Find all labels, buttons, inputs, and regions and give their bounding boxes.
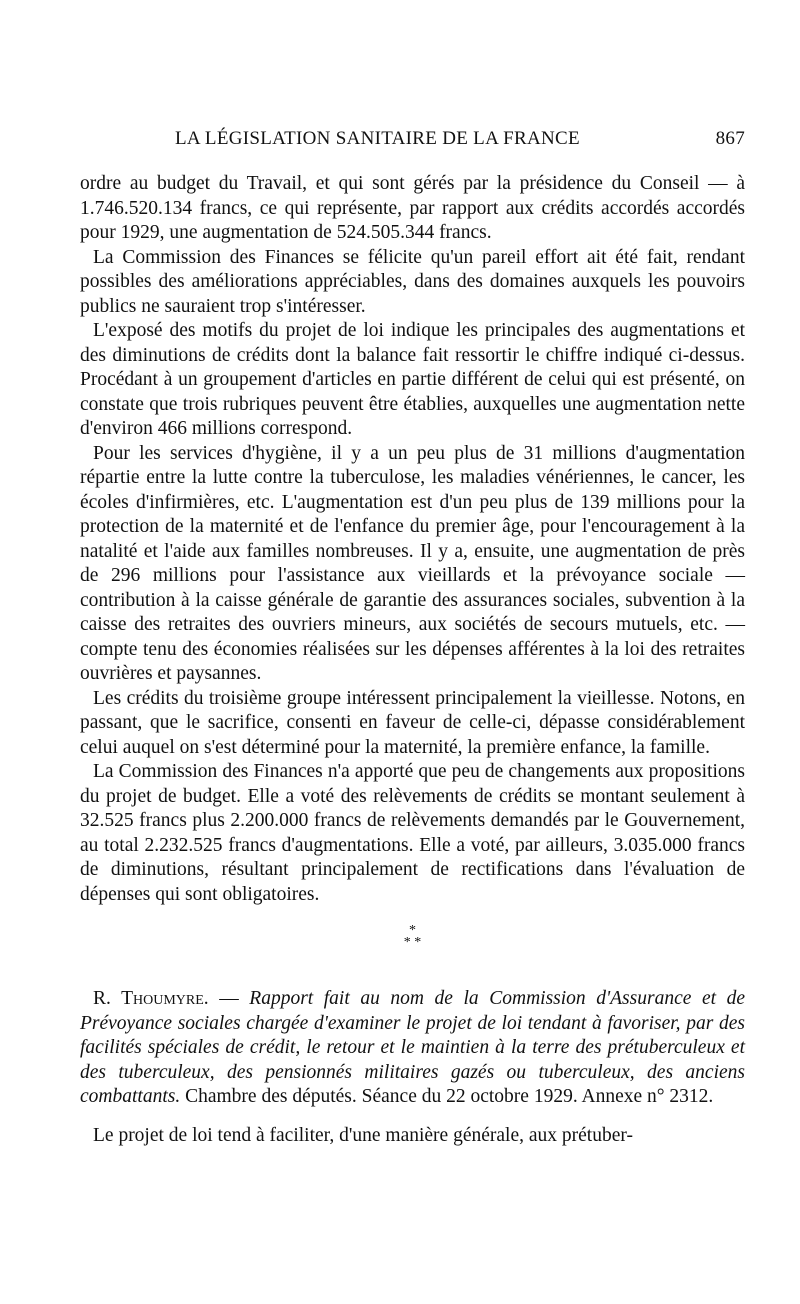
running-title: LA LÉGISLATION SANITAIRE DE LA FRANCE	[175, 128, 580, 149]
body-paragraph: ordre au budget du Travail, et qui sont gérés par la présidence du Conseil — à 1.746.520.134 francs, ce qui représente, par rapport aux crédits accordés accordés pour 1929, une augmentation de 524.505.344 francs.	[80, 173, 745, 243]
reference-title: Rapport fait au nom de la Commission d'Assurance et de Prévoyance sociales chargée d'examiner le projet de loi tendant à favoriser, par des facilités spéciales de crédit, le retour et le maintien à la terre des prétuberculeux et des tuberculeux, des pensionnés militaires gazés ou tuberculeux, des anciens combattants.	[80, 988, 745, 1107]
body-paragraph: La Commission des Finances n'a apporté que peu de changements aux propositions du projet de budget. Elle a voté des relèvements de crédits se montant seulement à 32.525 francs plus 2.200.000 francs de relèvements demandés par le Gouvernement, au total 2.232.525 francs d'augmentations. Elle a voté, par ailleurs, 3.035.000 francs de diminutions, résultant principalement de rectifications dans l'évaluation de dépenses qui sont obligatoires.	[80, 761, 745, 905]
bibliographic-reference	[80, 987, 745, 1110]
running-header	[80, 128, 745, 150]
body-paragraph: La Commission des Finances se félicite qu'un pareil effort ait été fait, rendant possibles des améliorations appréciables, dans des domaines auxquels les pouvoirs publics ne sauraient trop s'intéresser.	[80, 246, 745, 317]
page-number: 867	[715, 128, 745, 149]
separator-star-top: *	[409, 923, 416, 938]
section-separator	[80, 925, 745, 949]
separator-star-bottom: * *	[403, 935, 422, 950]
body-paragraph: Les crédits du troisième groupe intéressent principalement la vieillesse. Notons, en passant, que le sacrifice, consenti en faveur de celle-ci, dépasse considérablement celui auquel on s'est déterminé pour la maternité, la première enfance, la famille.	[80, 687, 745, 758]
body-paragraph-continued: Le projet de loi tend à faciliter, d'une manière générale, aux prétuber-	[93, 1124, 633, 1146]
reference-details: Chambre des députés. Séance du 22 octobre 1929. Annexe n° 2312.	[180, 1086, 714, 1107]
reference-dash: —	[208, 988, 250, 1009]
page-body	[80, 172, 745, 1148]
body-paragraph: Pour les services d'hygiène, il y a un peu plus de 31 millions d'augmentation répartie entre la lutte contre la tuberculose, les maladies vénériennes, le cancer, les écoles d'infirmières, etc. L'augmentation est d'un peu plus de 139 millions pour la protection de la maternité et de l'enfance du premier âge, pour l'encouragement à la natalité et l'aide aux familles nombreuses. Il y a, ensuite, une augmentation de près de 296 millions pour l'assistance aux vieillards et la prévoyance sociale — contribution à la caisse générale de garantie des assurances sociales, subvention à la caisse des retraites des ouvriers mineurs, aux sociétés de secours mutuels, etc. — compte tenu des économies réalisées sur les dépenses afférentes à la loi des retraites ouvrières et paysannes.	[80, 442, 745, 684]
reference-author: R. Thoumyre.	[93, 988, 209, 1009]
body-paragraph: L'exposé des motifs du projet de loi indique les principales des augmentations et des diminutions de crédits dont la balance fait ressortir le chiffre indiqué ci-dessus. Procédant à un groupement d'articles en partie différent de celui qui est présenté, on constate que trois rubriques peuvent être établies, auxquelles une augmentation nette d'environ 466 millions correspond.	[80, 320, 745, 439]
